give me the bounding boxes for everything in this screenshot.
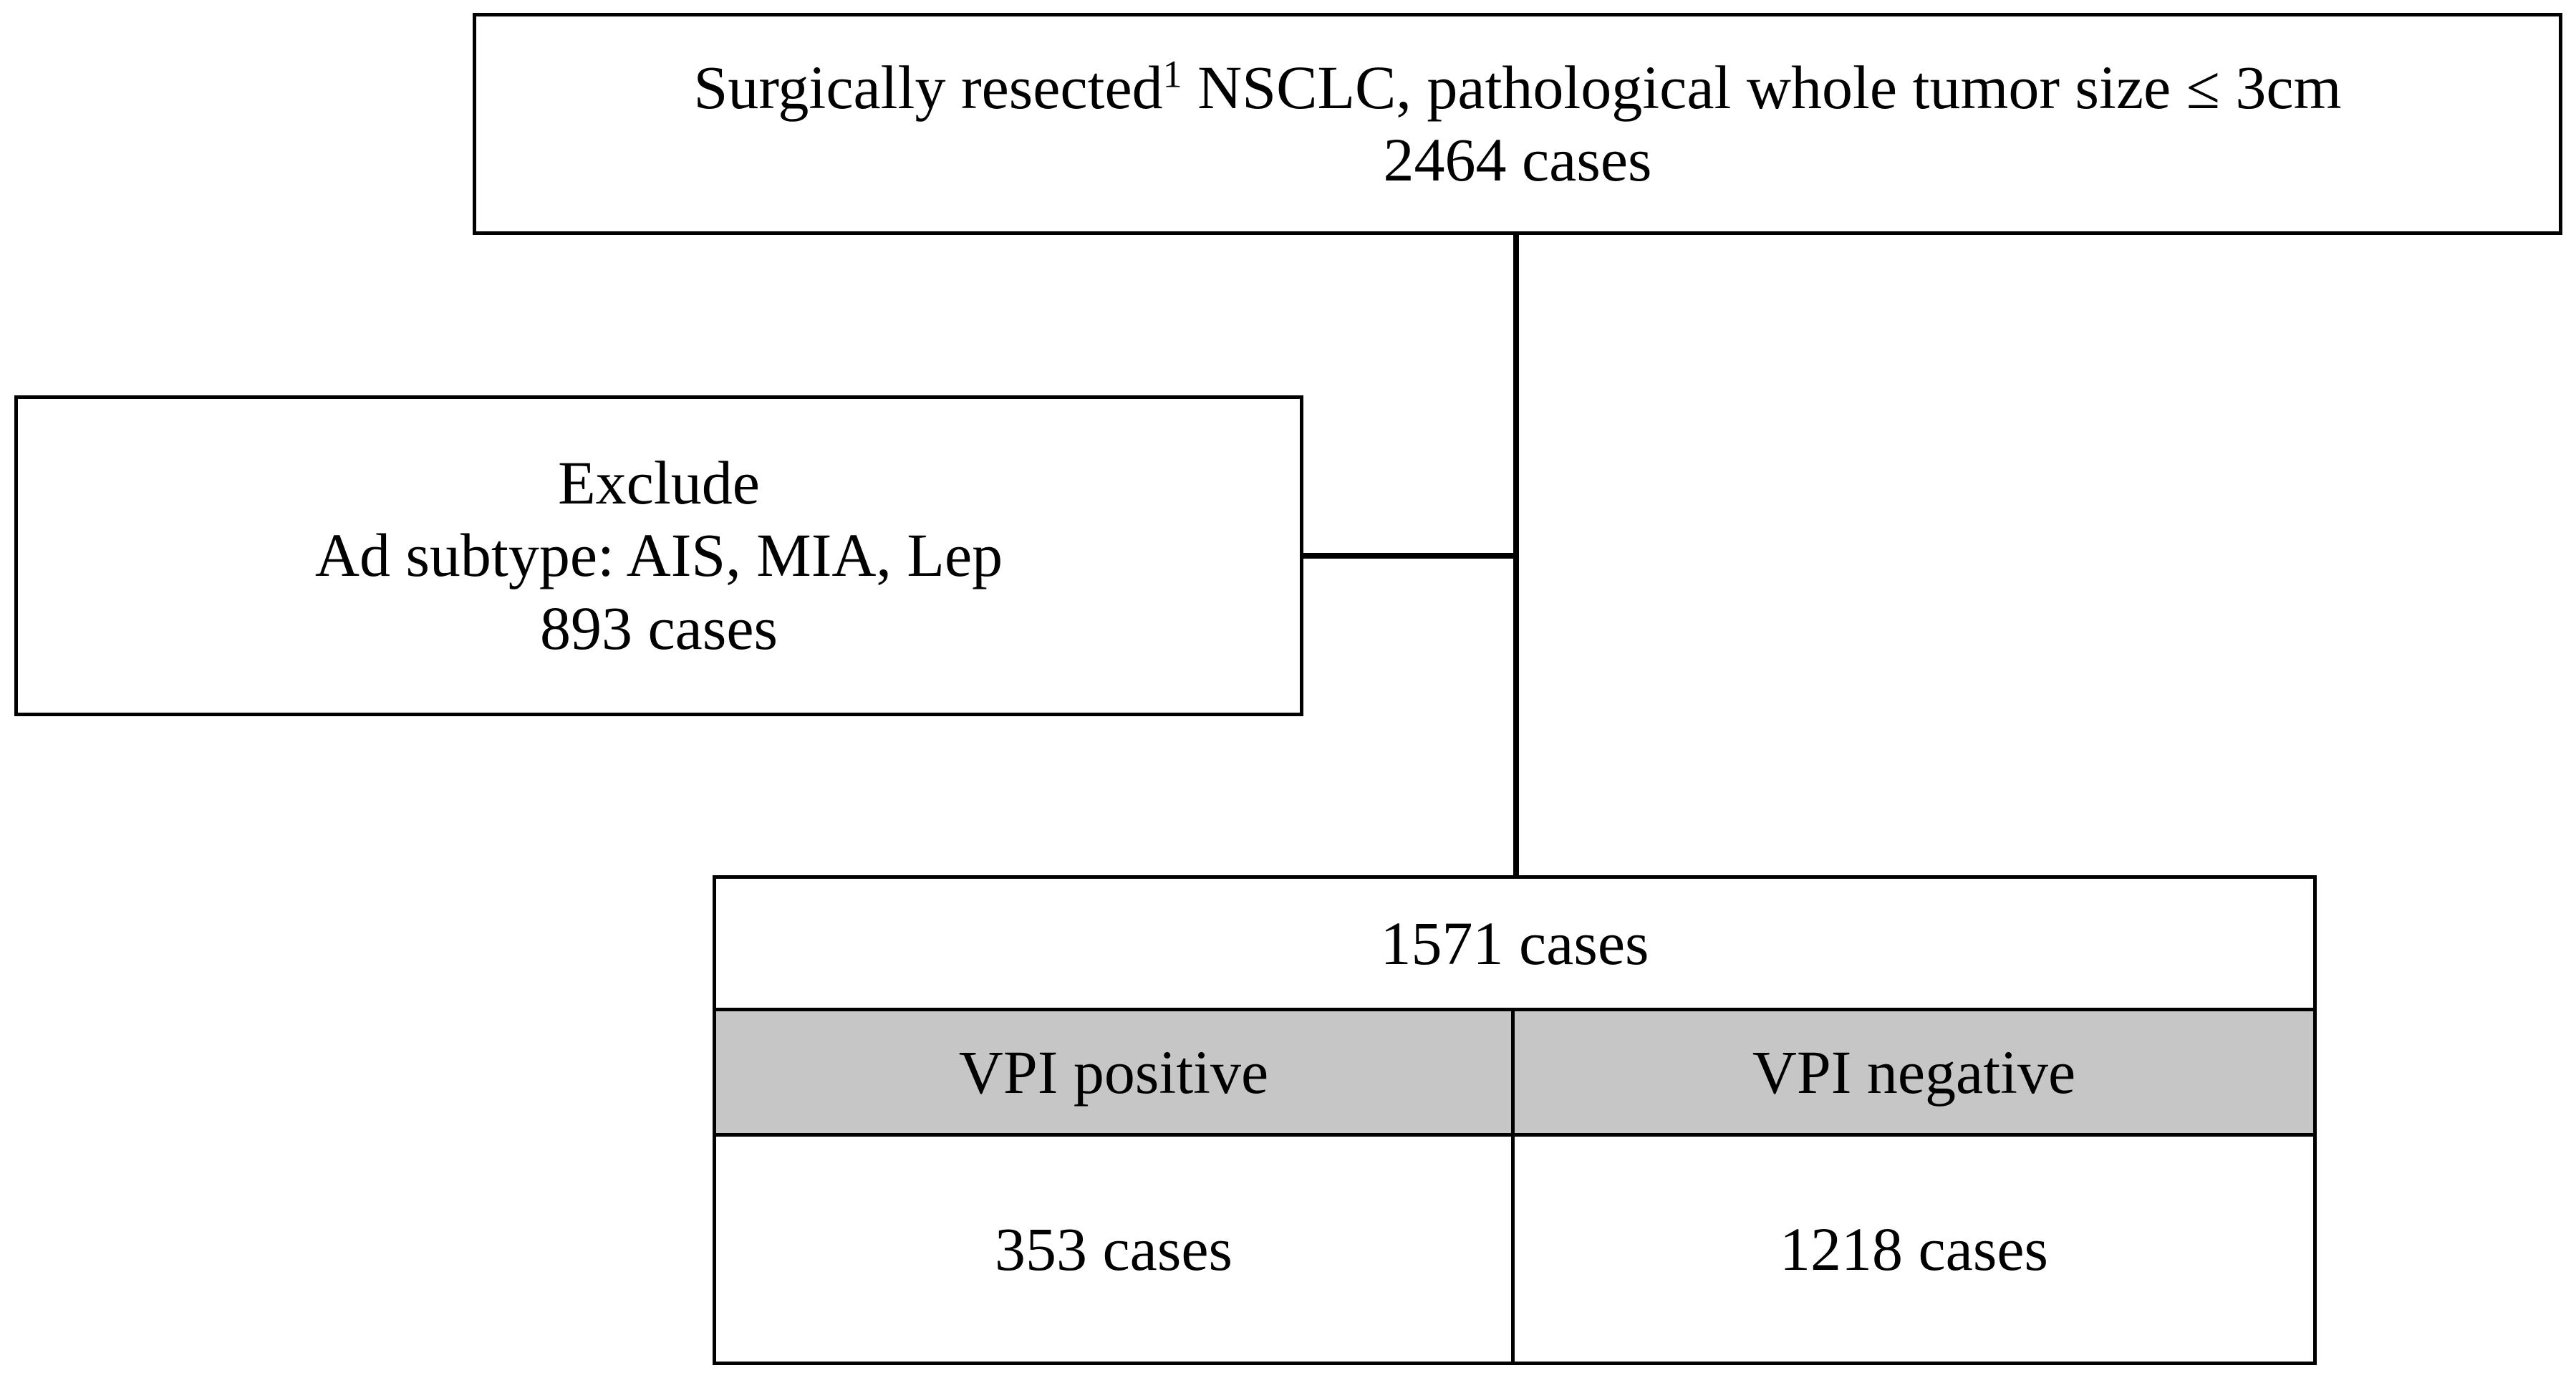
result-header-vpi-negative: VPI negative [1752, 1038, 2076, 1107]
top-cohort-count: 2464 cases [1383, 125, 1652, 194]
result-header-vpi-positive: VPI positive [716, 1011, 1515, 1133]
exclude-title: Exclude [558, 448, 760, 517]
result-header-row [716, 1008, 2313, 1137]
top-cohort-line-1: Surgically resected$^1$ NSCLC, pathological whole tumor size ≤ 3cm [693, 52, 2342, 122]
exclude-count: 893 cases [540, 593, 778, 662]
result-value-vpi-negative: 1218 cases [1780, 1215, 2048, 1283]
top-cohort-box [473, 13, 2562, 235]
exclude-box [14, 395, 1303, 716]
result-value-row [716, 1137, 2313, 1362]
result-box [713, 875, 2317, 1365]
result-total-count: 1571 cases [1380, 909, 1649, 978]
exclude-criteria: Ad subtype: AIS, MIA, Lep [314, 521, 1003, 590]
result-value-vpi-positive: 353 cases [716, 1137, 1515, 1362]
connector-exclude-horizontal [1303, 553, 1516, 559]
footnote-marker: 1 [1162, 52, 1182, 95]
